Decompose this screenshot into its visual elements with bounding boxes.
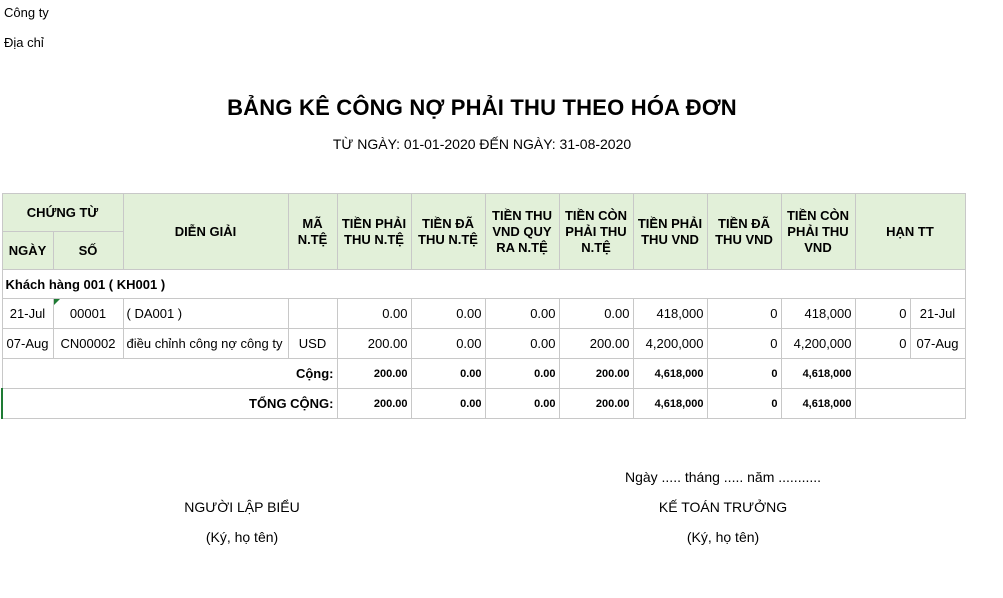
preparer-sign-note: (Ký, họ tên) [205, 529, 279, 545]
preparer-title: NGƯỜI LẬP BIỂU [184, 499, 300, 515]
col-ngay: NGÀY [2, 232, 53, 270]
table-row [2, 329, 965, 359]
col-tien-con-phai-thu-vnd: TIỀN CÒN PHẢI THU VND [781, 194, 855, 270]
cell-comment-marker [54, 299, 60, 305]
subtotal-da-thu-vnd: 0 [707, 359, 781, 389]
total-row [2, 389, 965, 419]
cell-ma-nt [288, 299, 337, 329]
cell-da-thu-vnd: 0 [707, 299, 781, 329]
cell-con-phai-thu-nt: 200.00 [559, 329, 633, 359]
cell-han-so: 0 [855, 299, 910, 329]
subtotal-thu-vnd-nt: 0.00 [485, 359, 559, 389]
receivables-table [1, 193, 966, 419]
subtotal-con-phai-thu-vnd: 4,618,000 [781, 359, 855, 389]
cell-phai-thu-vnd: 418,000 [633, 299, 707, 329]
cell-so [53, 299, 123, 329]
cell-han-so: 0 [855, 329, 910, 359]
cell-thu-vnd-nt: 0.00 [485, 299, 559, 329]
col-tien-con-phai-thu-nt: TIỀN CÒN PHẢI THU N.TỆ [559, 194, 633, 270]
cell-phai-thu-nt: 0.00 [337, 299, 411, 329]
total-han-empty [855, 389, 965, 419]
col-ma-nt: MÃ N.TỆ [288, 194, 337, 270]
cell-ngay: 07-Aug [2, 329, 53, 359]
col-dien-giai: DIỄN GIẢI [123, 194, 288, 270]
report-subtitle: TỪ NGÀY: 01-01-2020 ĐẾN NGÀY: 31-08-2020 [332, 136, 632, 152]
cell-han-ngay: 21-Jul [910, 299, 965, 329]
cell-da-thu-nt: 0.00 [411, 329, 485, 359]
signature-date-line: Ngày ..... tháng ..... năm ........... [624, 469, 822, 485]
total-con-phai-thu-vnd: 4,618,000 [781, 389, 855, 419]
cell-con-phai-thu-vnd: 418,000 [781, 299, 855, 329]
accountant-title: KẾ TOÁN TRƯỞNG [658, 499, 788, 515]
total-label: TỔNG CỘNG: [2, 389, 337, 419]
col-tien-da-thu-vnd: TIỀN ĐÃ THU VND [707, 194, 781, 270]
total-con-phai-thu-nt: 200.00 [559, 389, 633, 419]
company-name-label: Công ty [4, 5, 49, 20]
subtotal-han-empty [855, 359, 965, 389]
report-title: BẢNG KÊ CÔNG NỢ PHẢI THU THEO HÓA ĐƠN [227, 95, 737, 120]
subtotal-row [2, 359, 965, 389]
cell-phai-thu-vnd: 4,200,000 [633, 329, 707, 359]
cell-dien-giai: ( DA001 ) [123, 299, 288, 329]
total-phai-thu-vnd: 4,618,000 [633, 389, 707, 419]
col-tien-phai-thu-vnd: TIỀN PHẢI THU VND [633, 194, 707, 270]
subtotal-phai-thu-nt: 200.00 [337, 359, 411, 389]
cell-ma-nt: USD [288, 329, 337, 359]
cell-da-thu-nt: 0.00 [411, 299, 485, 329]
subtotal-con-phai-thu-nt: 200.00 [559, 359, 633, 389]
cell-ngay: 21-Jul [2, 299, 53, 329]
cell-han-ngay: 07-Aug [910, 329, 965, 359]
customer-group-label: Khách hàng 001 ( KH001 ) [2, 270, 965, 299]
col-chung-tu: CHỨNG TỪ [2, 194, 123, 232]
col-han-tt: HẠN TT [855, 194, 965, 270]
subtotal-label: Cộng: [2, 359, 337, 389]
cell-thu-vnd-nt: 0.00 [485, 329, 559, 359]
company-address-label: Địa chỉ [4, 35, 44, 50]
col-tien-thu-vnd-quy-ra-nt: TIỀN THU VND QUY RA N.TỆ [485, 194, 559, 270]
subtotal-da-thu-nt: 0.00 [411, 359, 485, 389]
cell-con-phai-thu-vnd: 4,200,000 [781, 329, 855, 359]
total-phai-thu-nt: 200.00 [337, 389, 411, 419]
col-tien-phai-thu-nt: TIỀN PHẢI THU N.TỆ [337, 194, 411, 270]
accountant-sign-note: (Ký, họ tên) [686, 529, 760, 545]
total-da-thu-vnd: 0 [707, 389, 781, 419]
cell-con-phai-thu-nt: 0.00 [559, 299, 633, 329]
cell-so: CN00002 [53, 329, 123, 359]
subtotal-phai-thu-vnd: 4,618,000 [633, 359, 707, 389]
cell-da-thu-vnd: 0 [707, 329, 781, 359]
table-row [2, 299, 965, 329]
col-so: SỐ [53, 232, 123, 270]
total-da-thu-nt: 0.00 [411, 389, 485, 419]
cell-so-text: 00001 [69, 306, 107, 321]
col-tien-da-thu-nt: TIỀN ĐÃ THU N.TỆ [411, 194, 485, 270]
total-thu-vnd-nt: 0.00 [485, 389, 559, 419]
cell-dien-giai: điều chỉnh công nợ công ty [123, 329, 288, 359]
cell-phai-thu-nt: 200.00 [337, 329, 411, 359]
